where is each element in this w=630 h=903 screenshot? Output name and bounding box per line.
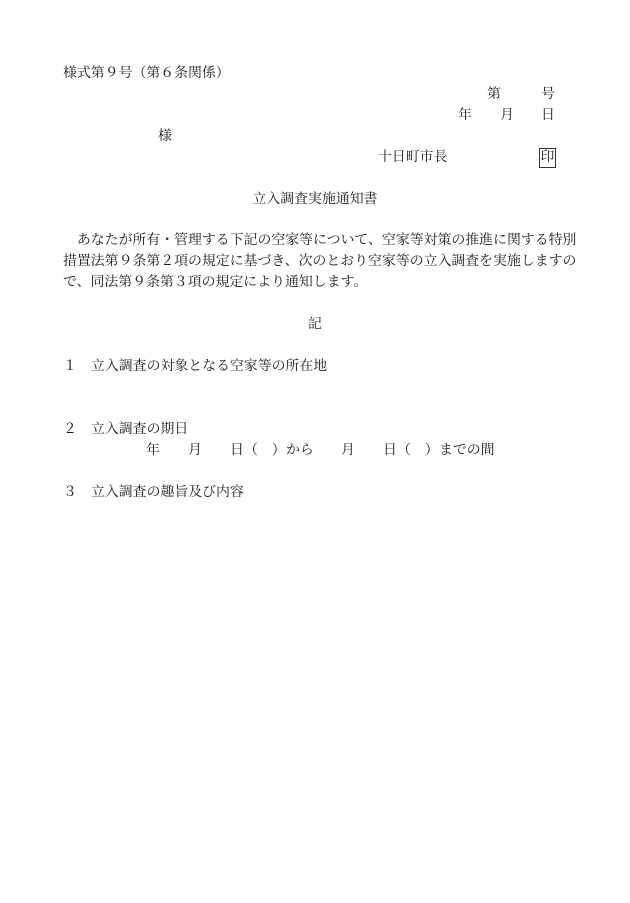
period-end-weekday: （ ） [397, 443, 439, 458]
body-line: で、同法第９条第３項の規定により通知します。 [63, 275, 368, 290]
item-label: 立入調査の対象となる空家等の所在地 [91, 359, 328, 374]
period-from: から [286, 443, 314, 458]
seal-stamp-box: 印 [539, 148, 556, 168]
item-label: 立入調査の期日 [91, 422, 189, 437]
document-number-prefix: 第 [487, 87, 501, 102]
period-end-day: 日 [383, 443, 397, 458]
addressee-honorific: 様 [158, 129, 172, 144]
period-start-day: 日 [230, 443, 244, 458]
issue-date-year: 年 [458, 108, 472, 123]
document-title: 立入調査実施通知書 [252, 192, 378, 207]
body-line: 措置法第９条第２項の規定に基づき、次のとおり空家等の立入調査を実施しますの [63, 254, 577, 269]
document-number-suffix: 号 [541, 87, 555, 102]
period-until: までの間 [439, 443, 495, 458]
period-end-month: 月 [341, 443, 355, 458]
item-label: 立入調査の趣旨及び内容 [91, 485, 244, 500]
issue-date-day: 日 [541, 108, 555, 123]
period-start-weekday: （ ） [244, 443, 286, 458]
ki-heading: 記 [308, 317, 322, 332]
period-start-year: 年 [146, 443, 160, 458]
body-line: あなたが所有・管理する下記の空家等について、空家等対策の推進に関する特別 [63, 233, 577, 248]
item-number: ３ [63, 485, 77, 500]
period-start-month: 月 [188, 443, 202, 458]
form-number-label: 様式第９号（第６条関係） [63, 66, 230, 81]
sender-name: 十日町市長 [378, 150, 448, 165]
item-number: １ [63, 359, 77, 374]
issue-date-month: 月 [500, 108, 514, 123]
item-number: ２ [63, 422, 77, 437]
